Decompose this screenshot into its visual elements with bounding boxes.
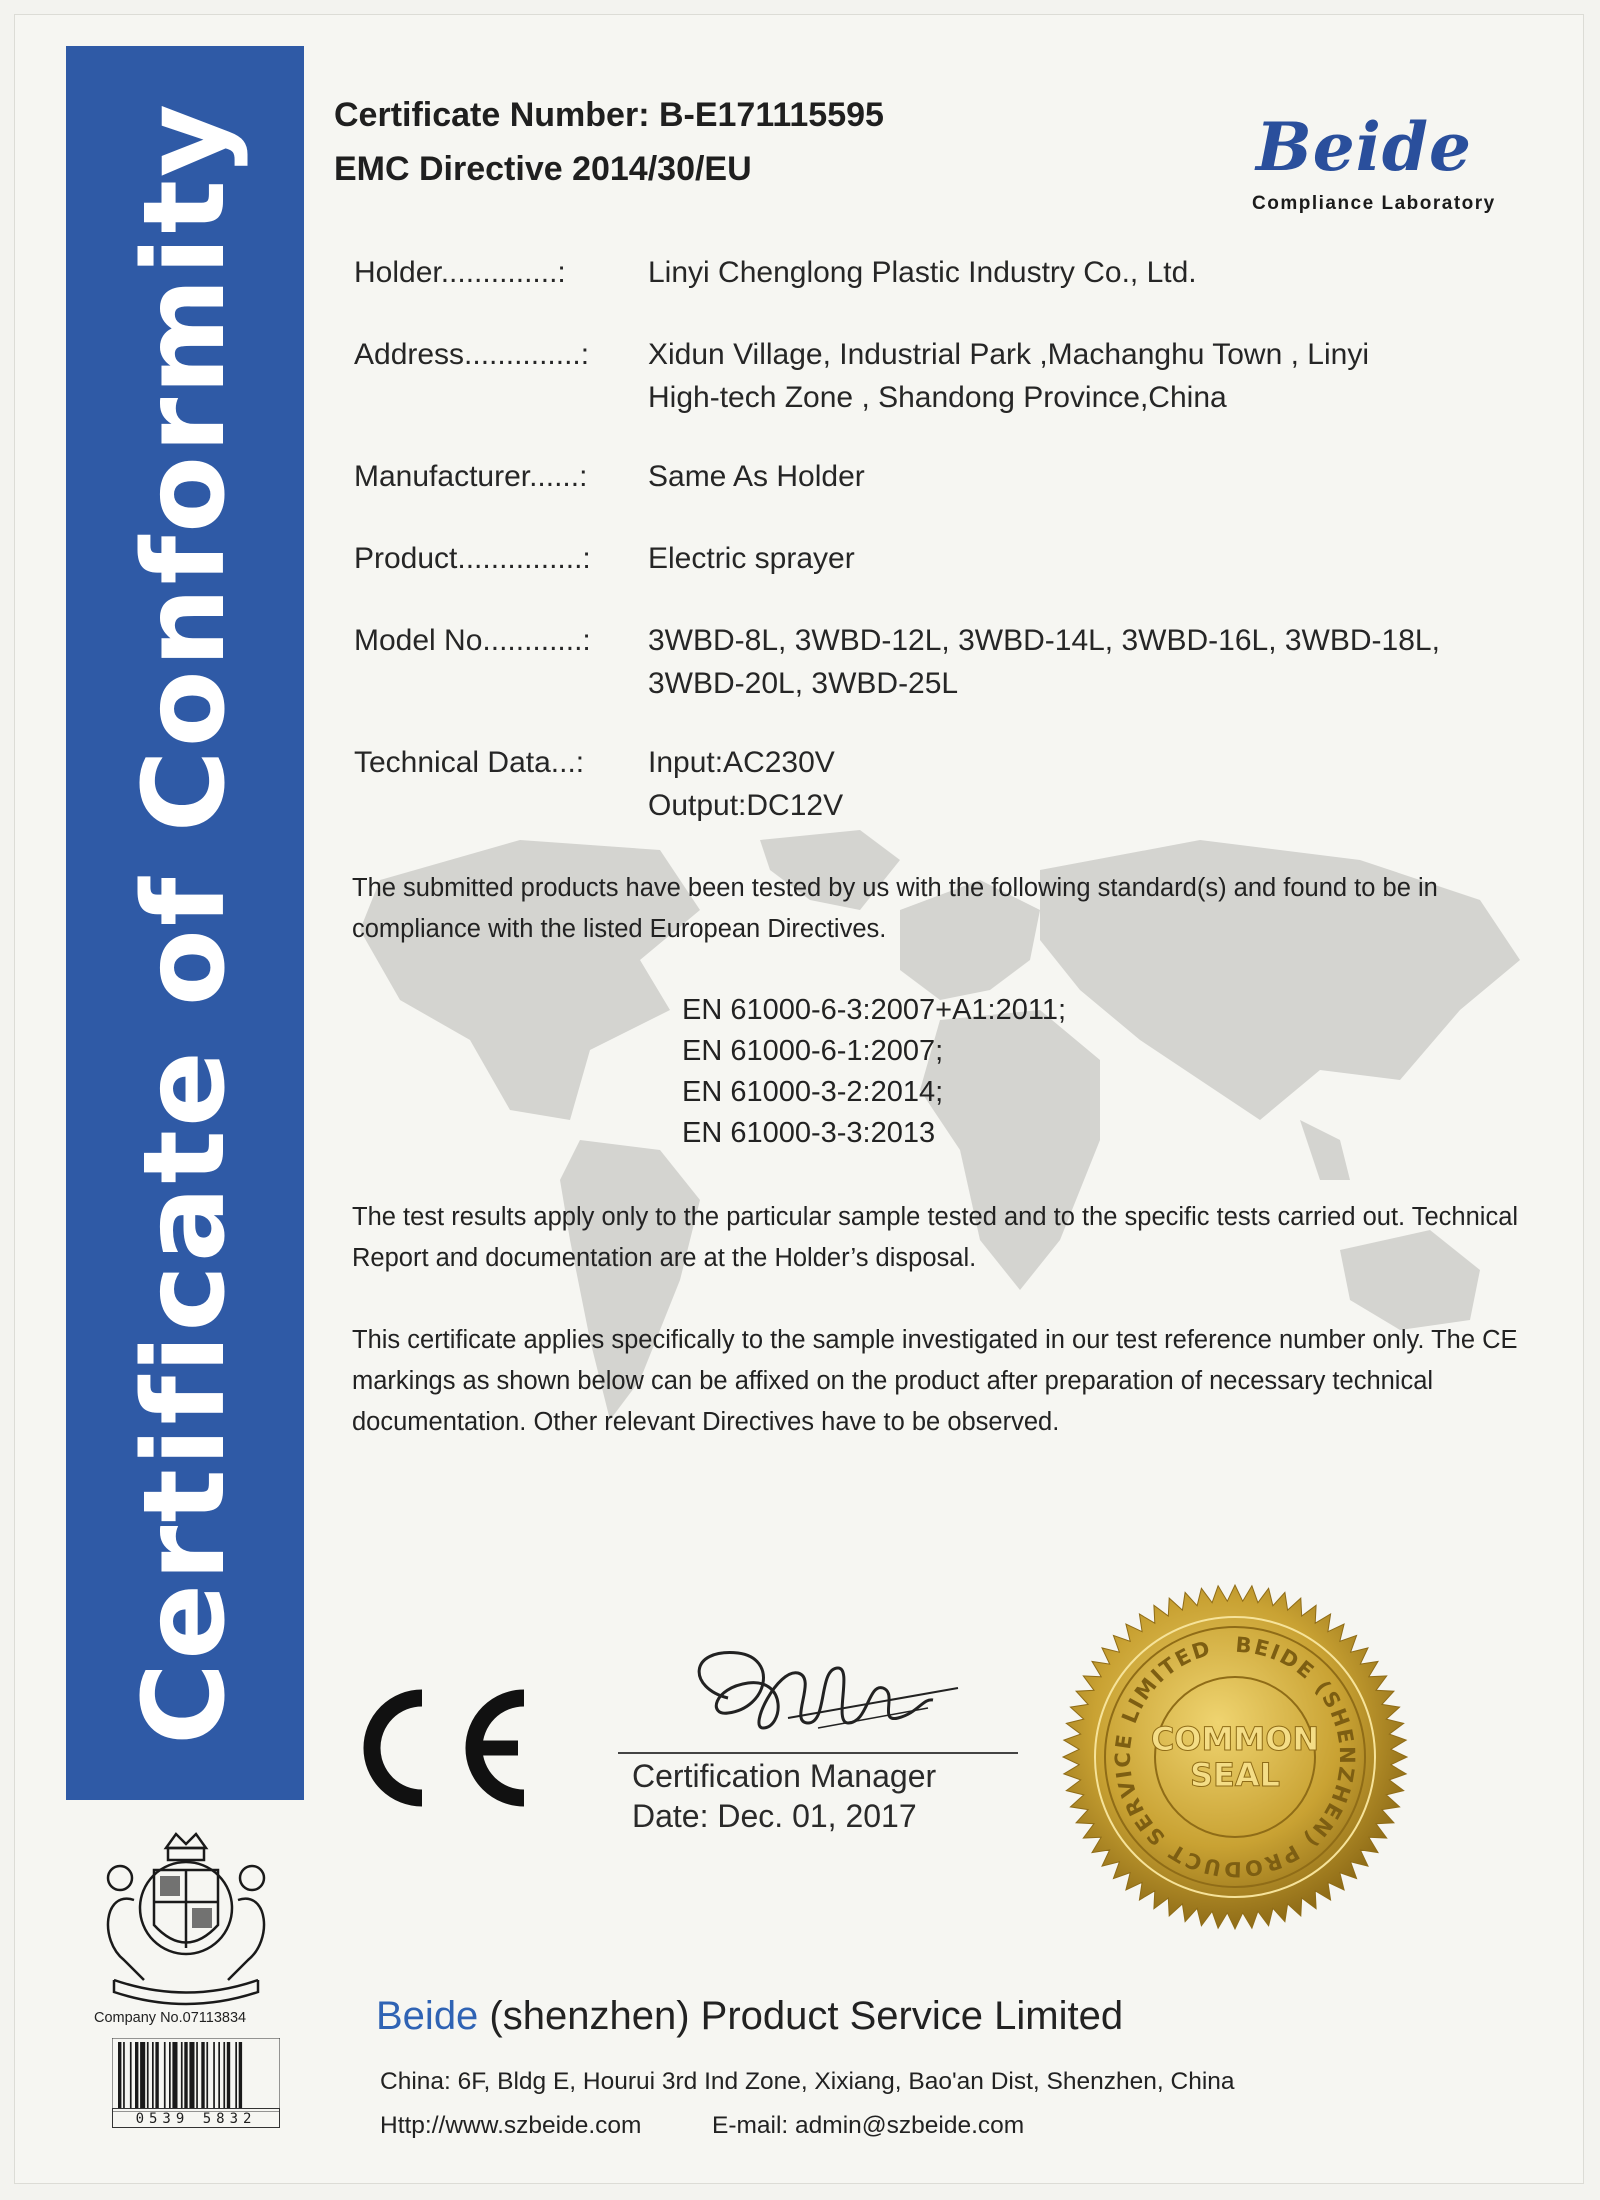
- address-label: Address..............:: [354, 338, 590, 371]
- manufacturer-value: Same As Holder: [648, 460, 865, 493]
- address-value: Xidun Village, Industrial Park ,Machanghu Town , Linyi High-tech Zone , Shandong Province,China: [648, 338, 1369, 414]
- standard-item: EN 61000-3-3:2013: [682, 1117, 936, 1149]
- seal-center-line: COMMON: [1150, 1720, 1320, 1758]
- royal-coat-of-arms-icon: [84, 1830, 288, 2010]
- manufacturer-label: Manufacturer......:: [354, 460, 588, 493]
- product-label: Product...............:: [354, 542, 591, 575]
- signature-line: [618, 1752, 1018, 1754]
- company-website: Http://www.szbeide.com: [380, 2112, 642, 2139]
- standards-list: [682, 990, 1066, 1154]
- model-value: 3WBD-8L, 3WBD-12L, 3WBD-14L, 3WBD-16L, 3WBD-18L, 3WBD-20L, 3WBD-25L: [648, 624, 1440, 700]
- ce-mark-icon: [348, 1678, 548, 1818]
- barcode-digits: 0539 5832: [112, 2108, 280, 2128]
- directive-title: EMC Directive 2014/30/EU: [334, 150, 752, 188]
- company-email: E-mail: admin@szbeide.com: [712, 2112, 1025, 2139]
- ce-note: This certificate applies specifically to the sample investigated in our test reference number only. The CE markings as shown below can be affixed on the product after preparation of necessary technical documentation. Other relevant Directives have to be observed.: [352, 1326, 1518, 1436]
- standard-item: EN 61000-6-3:2007+A1:2011;: [682, 994, 1067, 1026]
- standard-item: EN 61000-3-2:2014;: [682, 1076, 944, 1108]
- product-value: Electric sprayer: [648, 542, 855, 575]
- company-brand: Beide: [376, 1994, 479, 2038]
- technical-data-value: Input:AC230V Output:DC12V: [648, 746, 844, 822]
- beide-logo: Beide: [1256, 108, 1472, 186]
- signatory-title: Certification Manager: [632, 1758, 937, 1794]
- certificate-date: Date: Dec. 01, 2017: [632, 1798, 917, 1834]
- barcode-icon: [112, 2038, 280, 2112]
- seal-ring-text: BEIDE (SHENZHEN) PRODUCT SERVICE LIMITED: [1110, 1632, 1360, 1882]
- results-note: The test results apply only to the particular sample tested and to the specific tests carried out. Technical Report and documentation are at the Holder’s disposal.: [352, 1203, 1519, 1272]
- logo-subtitle: Compliance Laboratory: [1252, 193, 1496, 214]
- model-label: Model No............:: [354, 624, 591, 657]
- seal-center-line: SEAL: [1189, 1756, 1281, 1794]
- gold-seal-icon: [1060, 1582, 1410, 1932]
- compliance-statement: The submitted products have been tested by us with the following standard(s) and found to be in compliance with the listed European Directives.: [352, 874, 1438, 943]
- company-address: China: 6F, Bldg E, Hourui 3rd Ind Zone, Xixiang, Bao'an Dist, Shenzhen, China: [380, 2068, 1235, 2095]
- company-name: [376, 1994, 1123, 2039]
- holder-label: Holder..............:: [354, 256, 566, 289]
- band-title: Certificate of Conformity: [120, 101, 250, 1745]
- company-name-rest: (shenzhen) Product Service Limited: [478, 1994, 1124, 2038]
- company-number: Company No.07113834: [94, 2010, 247, 2026]
- standard-item: EN 61000-6-1:2007;: [682, 1035, 944, 1067]
- holder-value: Linyi Chenglong Plastic Industry Co., Ltd.: [648, 256, 1197, 289]
- certificate-number: Certificate Number: B-E171115595: [334, 96, 884, 134]
- technical-data-label: Technical Data...:: [354, 746, 585, 779]
- signature-icon: [668, 1628, 968, 1758]
